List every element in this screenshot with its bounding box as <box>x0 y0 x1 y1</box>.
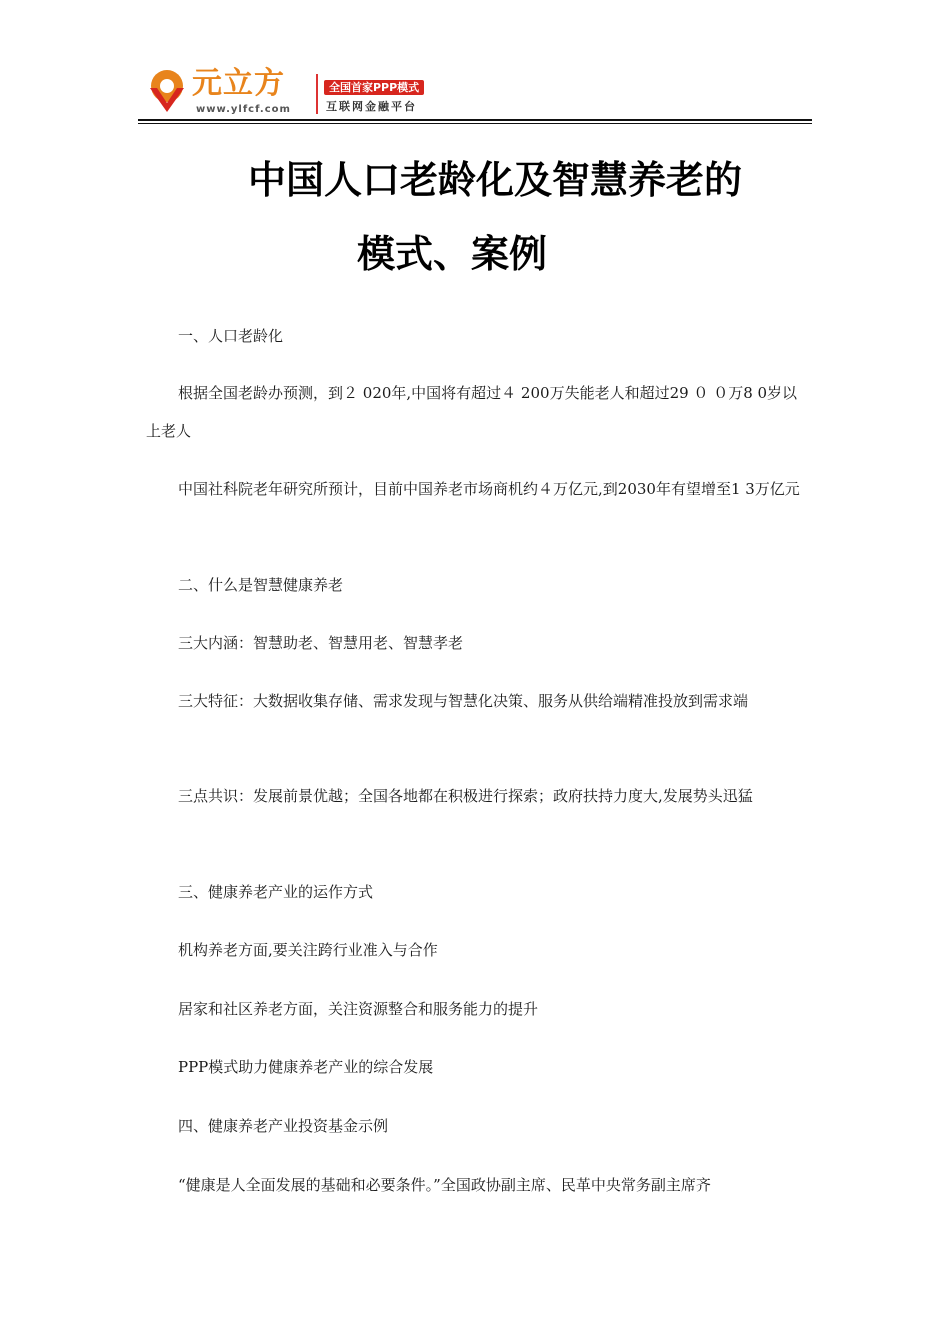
paragraph: 居家和社区养老方面，关注资源整合和服务能力的提升 <box>178 1000 539 1018</box>
slogan-subtitle: 互联网金融平台 <box>326 100 417 113</box>
document-title-line-1: 中国人口老龄化及智慧养老的 <box>248 157 743 202</box>
header-rule-thick <box>138 119 812 121</box>
paragraph: PPP模式助力健康养老产业的综合发展 <box>178 1058 434 1076</box>
brand-name: 元立方 <box>192 66 285 101</box>
paragraph: “健康是人全面发展的基础和必要条件。”全国政协副主席、民革中央常务副主席齐 <box>178 1176 711 1194</box>
ylfcf-logo-icon <box>144 66 190 116</box>
paragraph: 三点共识：发展前景优越；全国各地都在积极进行探索；政府扶持力度大,发展势头迅猛 <box>178 787 753 805</box>
paragraph: 三大特征：大数据收集存储、需求发现与智慧化决策、服务从供给端精准投放到需求端 <box>178 692 749 710</box>
header-rule-thin <box>138 123 812 124</box>
paragraph: 三大内涵：智慧助老、智慧用老、智慧孝老 <box>178 634 464 652</box>
paragraph: 机构养老方面,要关注跨行业准入与合作 <box>178 941 438 959</box>
header-divider <box>316 74 318 114</box>
paragraph: 根据全国老龄办预测，到２ 020年,中国将有超过４ 200万失能老人和超过29 ０ ０万8 0岁以上老人 <box>146 384 798 440</box>
section-heading: 二、什么是智慧健康养老 <box>178 576 344 594</box>
section-heading: 四、健康养老产业投资基金示例 <box>178 1117 389 1135</box>
slogan-badge: 全国首家PPP模式 <box>324 80 424 95</box>
document-header <box>140 60 812 124</box>
section-heading: 三、健康养老产业的运作方式 <box>178 883 374 901</box>
document-title-line-2: 模式、案例 <box>356 231 547 276</box>
brand-url: www.ylfcf.com <box>196 104 291 115</box>
section-heading: 一、人口老龄化 <box>178 327 284 345</box>
paragraph: 中国社科院老年研究所预计，目前中国养老市场商机约４万亿元,到2030年有望增至1 3万亿元 <box>178 480 800 498</box>
